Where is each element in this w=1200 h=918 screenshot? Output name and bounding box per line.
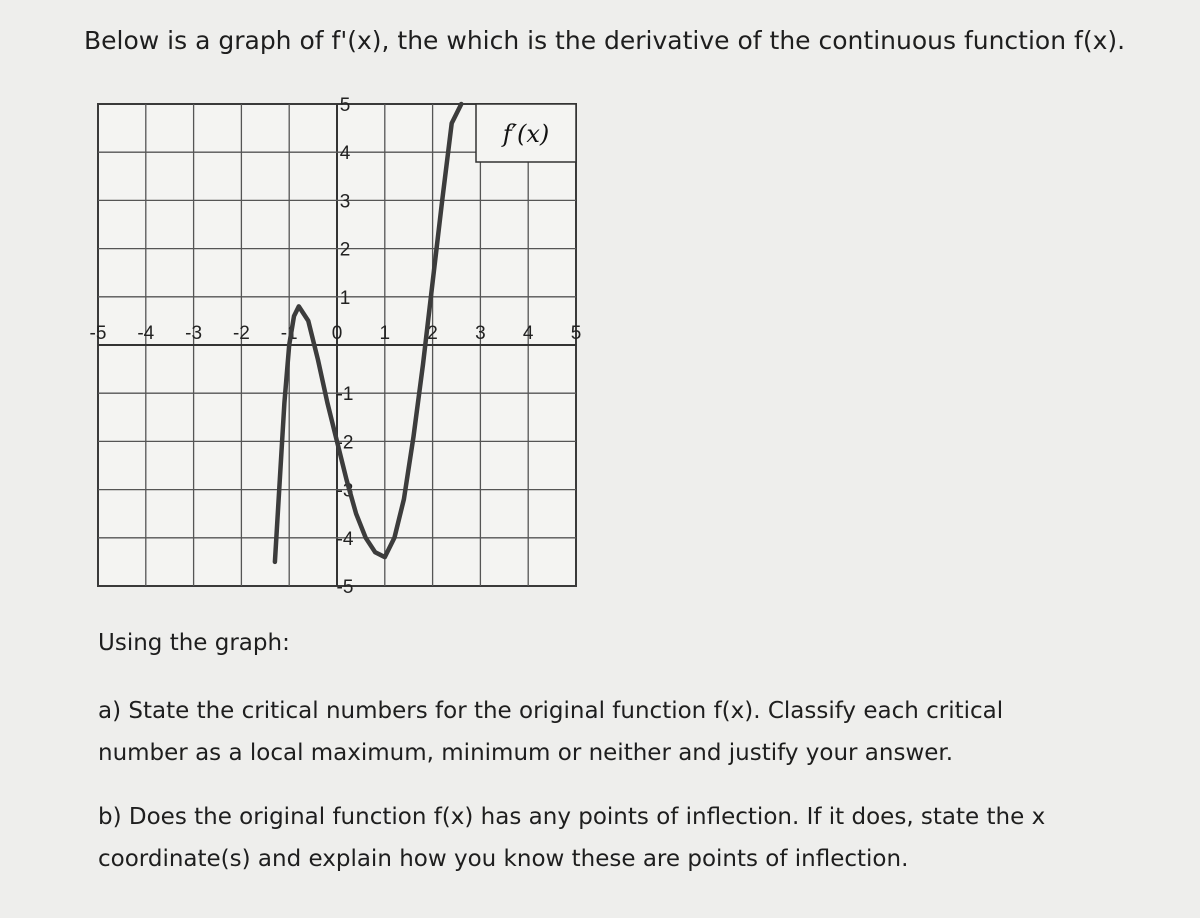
y-tick-label: 4 <box>339 143 351 165</box>
legend-label: f′(x) <box>502 120 550 148</box>
x-tick-label: -2 <box>232 323 250 344</box>
x-tick-label: 3 <box>475 323 486 344</box>
question-b: b) Does the original function f(x) has any points of inflection. If it does, state the x coordinate(s) and explain how you know these are points of inflection. <box>98 804 1046 872</box>
legend <box>476 104 576 162</box>
questions-intro: Using the graph: <box>98 630 290 656</box>
x-tick-label: -1 <box>280 323 298 344</box>
y-tick-label: -3 <box>336 480 354 502</box>
x-tick-label: 1 <box>379 323 391 344</box>
x-tick-label: 5 <box>570 323 582 344</box>
x-tick-label: 2 <box>427 323 438 344</box>
grid <box>98 104 576 586</box>
y-tick-label: -5 <box>336 577 354 598</box>
x-tick-label: -4 <box>137 323 155 344</box>
derivative-graph <box>89 95 582 598</box>
y-tick-label: 3 <box>339 191 351 213</box>
x-tick-label: -3 <box>185 323 203 344</box>
y-tick-label: 1 <box>339 287 351 309</box>
x-tick-label: 4 <box>522 323 534 344</box>
y-tick-label: -4 <box>336 528 354 550</box>
y-tick-label: 2 <box>339 239 351 261</box>
question-a: a) State the critical numbers for the original function f(x). Classify each critical number as a local maximum, minimum or neither and justify your answer. <box>98 698 1004 766</box>
y-tick-label: -2 <box>336 432 354 454</box>
y-tick-label: -1 <box>336 384 354 406</box>
x-tick-label: 0 <box>331 323 343 344</box>
x-tick-label: -5 <box>89 323 107 344</box>
y-tick-label: 5 <box>339 95 351 116</box>
problem-heading: Below is a graph of f'(x), the which is the derivative of the continuous function f(x). <box>84 26 1126 55</box>
